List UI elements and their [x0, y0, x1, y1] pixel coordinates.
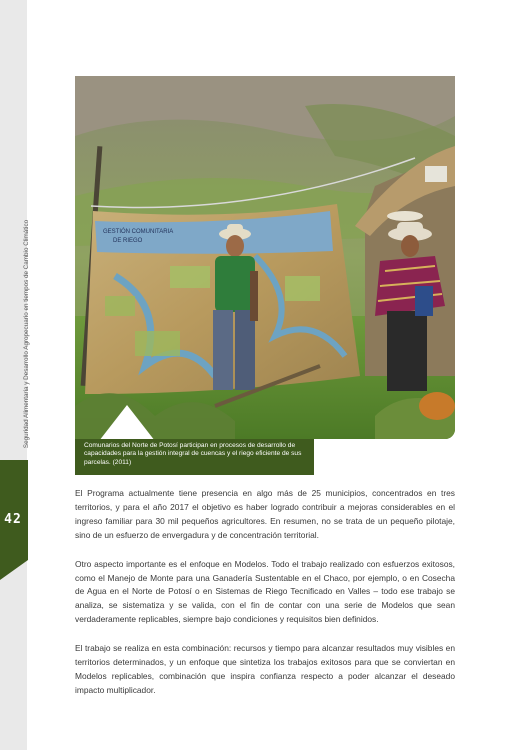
caption-notch-arrow [99, 405, 155, 441]
photo-caption: Comunarios del Norte de Potosí participan en procesos de desarrollo de capacidades para la gestión integral de cuencas y el riego eficiente de sus parcelas. (2011) [75, 439, 314, 475]
paragraph-2: Otro aspecto importante es el enfoque en Modelos. Todo el trabajo realizado con esfuerzos exitosos, como el Manejo de Monte para una Ganadería Sustentable en el Chaco, por ejemplo, o en Cosecha de Agua en el Norte de Potosí o en Sistemas de Riego Tecnificado en Valles – todo ese trabajo se analiza, se sistematiza y se valida, con el fin de contar con una serie de Modelos que sean verdaderamente replicables, siempre bajo condiciones y requisitos bien definidos. [75, 558, 455, 625]
page-number: 42 [4, 512, 22, 527]
mural-banner-text-2: DE RIEGO [113, 238, 143, 244]
paragraph-1: El Programa actualmente tiene presencia en algo más de 25 municipios, concentrados en tres territorios, y para el año 2017 el objetivo es haber logrado contribuir a mejoras considerables en el ingreso familiar para 30 mil pequeños agricultores. En resumen, no se trata de un pequeño pilotaje, sino de un esfuerzo de envergadura y de concentración territorial. [75, 488, 455, 540]
body-text [75, 487, 455, 713]
paragraph-3: El trabajo se realiza en esta combinación: recursos y tiempo para alcanzar resultados muy visibles en territorios determinados, y un enfoque que sintetiza los trabajos exitosos para que se conviertan en Modelos replicables, combinación que inspira confianza respecto a poder alcanzar el deseado impacto multiplicador. [75, 643, 455, 695]
mural-banner-text-1: GESTIÓN COMUNITARIA [103, 229, 174, 235]
field-photo [75, 76, 455, 439]
running-title: Seguridad Alimentaria y Desarrollo Agropecuario en tiempos de Cambio Climático [23, 219, 30, 449]
